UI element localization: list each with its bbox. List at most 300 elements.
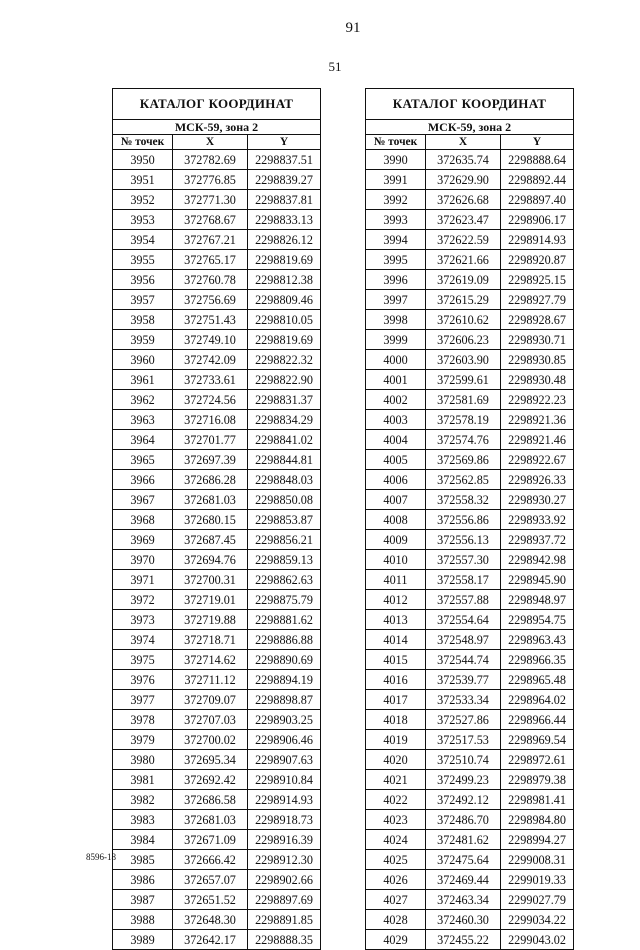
cell-x: 372751.43 [173,310,248,330]
table-row [366,550,574,570]
cell-point-number: 3970 [113,550,173,570]
cell-x: 372460.30 [426,910,501,930]
table-row [366,570,574,590]
cell-y: 2298966.35 [501,650,574,670]
cell-y: 2298925.15 [501,270,574,290]
cell-x: 372651.52 [173,890,248,910]
table-row [366,190,574,210]
cell-point-number: 3965 [113,450,173,470]
cell-y: 2298948.97 [501,590,574,610]
cell-y: 2298834.29 [248,410,321,430]
cell-x: 372687.45 [173,530,248,550]
cell-point-number: 4010 [366,550,426,570]
cell-x: 372767.21 [173,230,248,250]
cell-point-number: 4004 [366,430,426,450]
cell-point-number: 3987 [113,890,173,910]
cell-y: 2299008.31 [501,850,574,870]
table-row [366,170,574,190]
cell-point-number: 4005 [366,450,426,470]
cell-point-number: 4022 [366,790,426,810]
cell-y: 2298963.43 [501,630,574,650]
cell-y: 2298954.75 [501,610,574,630]
table-row [113,490,321,510]
cell-point-number: 3979 [113,730,173,750]
cell-x: 372701.77 [173,430,248,450]
table-row [366,790,574,810]
table-row [113,170,321,190]
table-row [366,430,574,450]
table-row [113,270,321,290]
cell-x: 372558.32 [426,490,501,510]
table-row [366,530,574,550]
table-row [113,670,321,690]
cell-x: 372486.70 [426,810,501,830]
cell-y: 2298942.98 [501,550,574,570]
cell-y: 2298844.81 [248,450,321,470]
cell-y: 2298810.05 [248,310,321,330]
table-row [366,330,574,350]
cell-point-number: 3985 [113,850,173,870]
table-row [113,570,321,590]
cell-y: 2298837.81 [248,190,321,210]
table-row [366,710,574,730]
table-row [113,610,321,630]
cell-x: 372599.61 [426,370,501,390]
table-row [366,470,574,490]
cell-x: 372709.07 [173,690,248,710]
table-row [366,390,574,410]
cell-y: 2298981.41 [501,790,574,810]
cell-y: 2298841.02 [248,430,321,450]
table-row [113,750,321,770]
cell-point-number: 3958 [113,310,173,330]
cell-point-number: 3967 [113,490,173,510]
table-row [366,650,574,670]
table-row [366,270,574,290]
cell-y: 2298984.80 [501,810,574,830]
cell-point-number: 4029 [366,930,426,950]
cell-x: 372716.08 [173,410,248,430]
cell-x: 372492.12 [426,790,501,810]
column-header-point: № точек [366,135,426,150]
cell-x: 372615.29 [426,290,501,310]
cell-y: 2298907.63 [248,750,321,770]
cell-point-number: 3953 [113,210,173,230]
table-row [113,650,321,670]
table-title: КАТАЛОГ КООРДИНАТ [113,89,321,120]
cell-x: 372554.64 [426,610,501,630]
cell-x: 372776.85 [173,170,248,190]
cell-point-number: 3983 [113,810,173,830]
cell-x: 372681.03 [173,810,248,830]
cell-y: 2298822.32 [248,350,321,370]
table-row [113,450,321,470]
cell-x: 372694.76 [173,550,248,570]
cell-point-number: 3964 [113,430,173,450]
cell-y: 2298945.90 [501,570,574,590]
cell-y: 2298933.92 [501,510,574,530]
cell-point-number: 3999 [366,330,426,350]
table-row [113,190,321,210]
cell-point-number: 4011 [366,570,426,590]
table-row [366,850,574,870]
cell-x: 372606.23 [426,330,501,350]
table-row [113,730,321,750]
cell-x: 372756.69 [173,290,248,310]
cell-point-number: 3966 [113,470,173,490]
cell-x: 372749.10 [173,330,248,350]
column-header-x: X [173,135,248,150]
cell-y: 2298930.48 [501,370,574,390]
cell-x: 372578.19 [426,410,501,430]
table-row [113,290,321,310]
cell-y: 2298930.85 [501,350,574,370]
cell-point-number: 4016 [366,670,426,690]
cell-point-number: 3991 [366,170,426,190]
cell-point-number: 3954 [113,230,173,250]
table-row [113,710,321,730]
cell-x: 372695.34 [173,750,248,770]
table-row [113,890,321,910]
cell-x: 372469.44 [426,870,501,890]
table-row [366,750,574,770]
cell-point-number: 3996 [366,270,426,290]
cell-y: 2298926.33 [501,470,574,490]
cell-point-number: 3957 [113,290,173,310]
cell-point-number: 4020 [366,750,426,770]
coordinate-table-left [112,88,321,950]
cell-point-number: 3977 [113,690,173,710]
cell-y: 2298859.13 [248,550,321,570]
table-row [113,830,321,850]
cell-y: 2298921.46 [501,430,574,450]
cell-x: 372782.69 [173,150,248,170]
cell-x: 372635.74 [426,150,501,170]
cell-x: 372626.68 [426,190,501,210]
table-row [366,250,574,270]
cell-point-number: 4015 [366,650,426,670]
cell-x: 372760.78 [173,270,248,290]
table-row [366,670,574,690]
cell-x: 372481.62 [426,830,501,850]
cell-y: 2298881.62 [248,610,321,630]
cell-x: 372700.31 [173,570,248,590]
cell-x: 372719.01 [173,590,248,610]
cell-point-number: 3973 [113,610,173,630]
cell-x: 372700.02 [173,730,248,750]
cell-x: 372621.66 [426,250,501,270]
cell-y: 2298914.93 [248,790,321,810]
table-row [113,870,321,890]
table-row [113,230,321,250]
cell-y: 2299034.22 [501,910,574,930]
column-header-y: Y [501,135,574,150]
table-row [113,410,321,430]
cell-x: 372623.47 [426,210,501,230]
cell-y: 2298891.85 [248,910,321,930]
cell-point-number: 4014 [366,630,426,650]
cell-x: 372707.03 [173,710,248,730]
cell-point-number: 3995 [366,250,426,270]
cell-y: 2298890.69 [248,650,321,670]
cell-point-number: 4018 [366,710,426,730]
cell-y: 2298862.63 [248,570,321,590]
cell-x: 372463.34 [426,890,501,910]
cell-x: 372718.71 [173,630,248,650]
cell-x: 372681.03 [173,490,248,510]
cell-point-number: 3980 [113,750,173,770]
cell-x: 372714.62 [173,650,248,670]
table-row [366,830,574,850]
cell-point-number: 4006 [366,470,426,490]
table-zone: МСК-59, зона 2 [113,120,321,135]
cell-x: 372569.86 [426,450,501,470]
cell-x: 372692.42 [173,770,248,790]
cell-point-number: 4025 [366,850,426,870]
cell-y: 2298822.90 [248,370,321,390]
table-row [113,530,321,550]
cell-y: 2298826.12 [248,230,321,250]
cell-point-number: 3950 [113,150,173,170]
cell-point-number: 3978 [113,710,173,730]
cell-x: 372719.88 [173,610,248,630]
cell-y: 2298969.54 [501,730,574,750]
cell-point-number: 4013 [366,610,426,630]
cell-y: 2298937.72 [501,530,574,550]
table-row [366,310,574,330]
cell-point-number: 4002 [366,390,426,410]
cell-point-number: 3971 [113,570,173,590]
cell-y: 2298906.17 [501,210,574,230]
table-row [366,610,574,630]
cell-point-number: 4023 [366,810,426,830]
table-row [366,370,574,390]
cell-x: 372548.97 [426,630,501,650]
cell-point-number: 3961 [113,370,173,390]
cell-y: 2298979.38 [501,770,574,790]
cell-y: 2298837.51 [248,150,321,170]
table-row [113,330,321,350]
cell-y: 2298930.27 [501,490,574,510]
table-row [366,890,574,910]
cell-point-number: 3984 [113,830,173,850]
cell-point-number: 3990 [366,150,426,170]
cell-x: 372657.07 [173,870,248,890]
cell-point-number: 3969 [113,530,173,550]
cell-y: 2298912.30 [248,850,321,870]
cell-y: 2298892.44 [501,170,574,190]
cell-point-number: 3952 [113,190,173,210]
column-header-point: № точек [113,135,173,150]
cell-y: 2298888.64 [501,150,574,170]
cell-x: 372558.17 [426,570,501,590]
cell-x: 372724.56 [173,390,248,410]
table-row [113,690,321,710]
cell-y: 2298812.38 [248,270,321,290]
cell-y: 2298831.37 [248,390,321,410]
table-row [366,770,574,790]
cell-point-number: 3981 [113,770,173,790]
cell-y: 2298928.67 [501,310,574,330]
cell-point-number: 4028 [366,910,426,930]
cell-y: 2298897.40 [501,190,574,210]
cell-y: 2298922.23 [501,390,574,410]
cell-y: 2298839.27 [248,170,321,190]
table-row [366,870,574,890]
cell-point-number: 4009 [366,530,426,550]
cell-y: 2298902.66 [248,870,321,890]
cell-y: 2298819.69 [248,250,321,270]
table-row [113,930,321,950]
cell-point-number: 3989 [113,930,173,950]
table-row [113,370,321,390]
table-row [113,630,321,650]
table-row [366,810,574,830]
cell-point-number: 3975 [113,650,173,670]
table-row [366,350,574,370]
cell-point-number: 3951 [113,170,173,190]
cell-x: 372610.62 [426,310,501,330]
cell-point-number: 4024 [366,830,426,850]
cell-y: 2298819.69 [248,330,321,350]
cell-point-number: 3976 [113,670,173,690]
cell-y: 2298853.87 [248,510,321,530]
cell-x: 372622.59 [426,230,501,250]
cell-x: 372765.17 [173,250,248,270]
table-row [113,350,321,370]
cell-x: 372642.17 [173,930,248,950]
cell-x: 372771.30 [173,190,248,210]
table-row [366,490,574,510]
cell-x: 372666.42 [173,850,248,870]
cell-y: 2298898.87 [248,690,321,710]
cell-point-number: 4000 [366,350,426,370]
cell-x: 372510.74 [426,750,501,770]
table-row [366,910,574,930]
column-header-y: Y [248,135,321,150]
cell-point-number: 3968 [113,510,173,530]
table-row [366,510,574,530]
cell-x: 372686.28 [173,470,248,490]
cell-y: 2298897.69 [248,890,321,910]
cell-y: 2298850.08 [248,490,321,510]
table-row [366,930,574,950]
cell-x: 372556.86 [426,510,501,530]
cell-x: 372475.64 [426,850,501,870]
cell-y: 2298918.73 [248,810,321,830]
table-row [113,210,321,230]
cell-point-number: 3982 [113,790,173,810]
table-title: КАТАЛОГ КООРДИНАТ [366,89,574,120]
table-row [113,550,321,570]
cell-y: 2298972.61 [501,750,574,770]
table-row [366,150,574,170]
sub-page-number: 51 [328,59,342,74]
table-row [113,910,321,930]
table-row [113,790,321,810]
cell-point-number: 4012 [366,590,426,610]
table-row [366,690,574,710]
footer-code: 8596-18 [86,852,116,862]
cell-point-number: 3997 [366,290,426,310]
cell-y: 2298848.03 [248,470,321,490]
cell-x: 372711.12 [173,670,248,690]
cell-x: 372557.88 [426,590,501,610]
cell-point-number: 4021 [366,770,426,790]
cell-y: 2298927.79 [501,290,574,310]
cell-y: 2298894.19 [248,670,321,690]
cell-point-number: 3959 [113,330,173,350]
cell-point-number: 4026 [366,870,426,890]
cell-x: 372733.61 [173,370,248,390]
cell-y: 2298994.27 [501,830,574,850]
table-row [113,770,321,790]
cell-y: 2298965.48 [501,670,574,690]
table-row [113,850,321,870]
cell-point-number: 3994 [366,230,426,250]
cell-point-number: 3955 [113,250,173,270]
cell-y: 2298914.93 [501,230,574,250]
table-row [113,810,321,830]
cell-x: 372499.23 [426,770,501,790]
cell-point-number: 3963 [113,410,173,430]
cell-point-number: 3974 [113,630,173,650]
table-row [366,230,574,250]
table-row [366,450,574,470]
cell-x: 372680.15 [173,510,248,530]
cell-y: 2298966.44 [501,710,574,730]
cell-x: 372697.39 [173,450,248,470]
table-row [366,590,574,610]
table-row [113,510,321,530]
table-row [113,310,321,330]
cell-point-number: 4008 [366,510,426,530]
cell-x: 372533.34 [426,690,501,710]
table-row [113,430,321,450]
table-row [366,290,574,310]
cell-x: 372544.74 [426,650,501,670]
cell-y: 2298886.88 [248,630,321,650]
cell-point-number: 3960 [113,350,173,370]
table-row [366,410,574,430]
cell-y: 2298916.39 [248,830,321,850]
cell-y: 2298921.36 [501,410,574,430]
page-number: 91 [345,20,361,36]
cell-y: 2299027.79 [501,890,574,910]
cell-x: 372619.09 [426,270,501,290]
cell-x: 372603.90 [426,350,501,370]
cell-x: 372556.13 [426,530,501,550]
cell-point-number: 3962 [113,390,173,410]
cell-x: 372648.30 [173,910,248,930]
cell-x: 372768.67 [173,210,248,230]
column-header-x: X [426,135,501,150]
cell-y: 2298856.21 [248,530,321,550]
table-row [366,730,574,750]
cell-y: 2298910.84 [248,770,321,790]
cell-point-number: 4019 [366,730,426,750]
cell-y: 2298888.35 [248,930,321,950]
cell-y: 2298906.46 [248,730,321,750]
cell-y: 2298903.25 [248,710,321,730]
cell-y: 2299019.33 [501,870,574,890]
table-row [366,630,574,650]
cell-y: 2298920.87 [501,250,574,270]
cell-x: 372629.90 [426,170,501,190]
cell-point-number: 4001 [366,370,426,390]
table-row [366,210,574,230]
cell-x: 372455.22 [426,930,501,950]
